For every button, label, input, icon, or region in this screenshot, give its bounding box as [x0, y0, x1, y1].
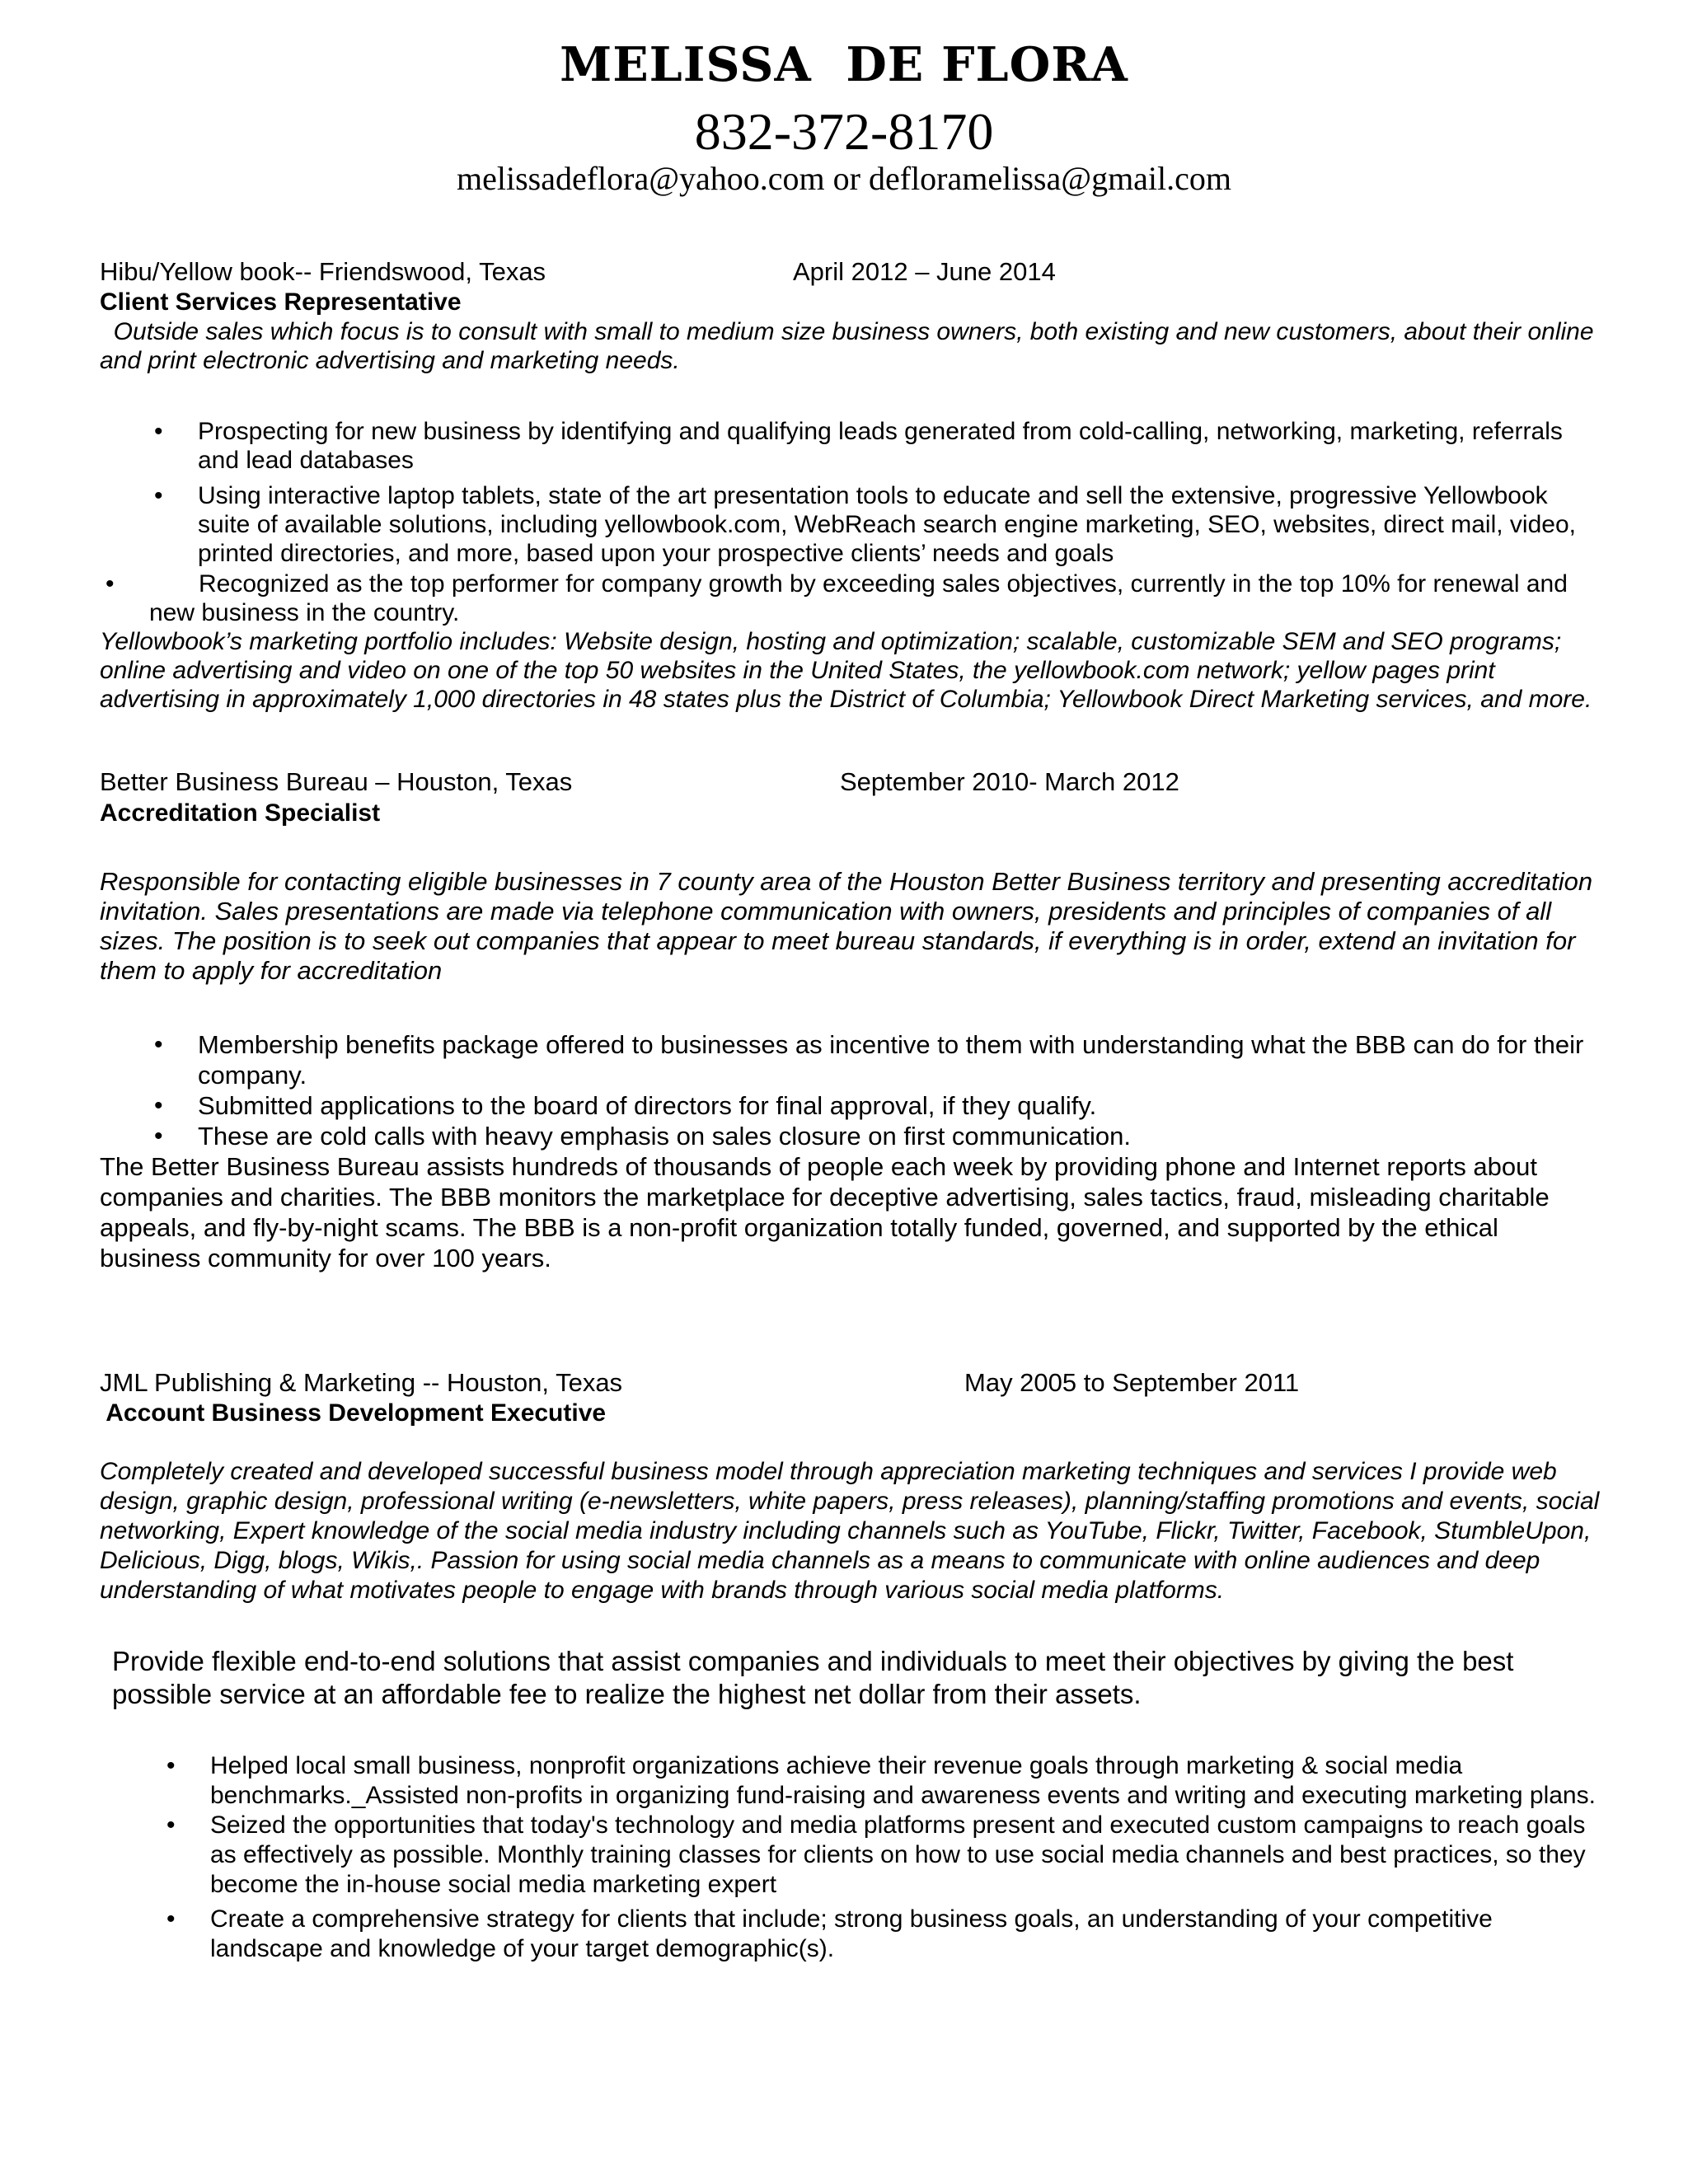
- job-1-title: Client Services Representative: [100, 288, 462, 316]
- job-2-about: The Better Business Bureau assists hundreds of thousands of people each week by providing phone and Internet reports about companies and charities. The BBB monitors the marketplace for deceptive advertising, sales tactics, fraud, misleading charitable appeals, and fly-by-night scams. The BBB is a non-profit organization totally funded, governed, and supported by the ethical business community for over 100 years.: [100, 1152, 1550, 1272]
- job-2-summary: Responsible for contacting eligible businesses in 7 county area of the Houston Better Business territory and presenting accreditation invitation. Sales presentations are made via telephone communication with owners, presidents and principles of companies of all sizes. The position is to seek out companies that appear to meet bureau standards, if everything is in order, extend an invitation for them to apply for accreditation: [100, 867, 1593, 985]
- job-1-company: Hibu/Yellow book-- Friendswood, Texas: [100, 257, 546, 286]
- list-item: • Using interactive laptop tablets, state of the art presentation tools to educate and sell the extensive, progressive Yellowbook suite of available solutions, including yellowbook.com, WebReach search engine marketing, SEO, websites, direct mail, video, printed directories, and more, based upon your prospective clients’ needs and goals: [154, 482, 1576, 567]
- job-3-bullets: [166, 1751, 1603, 1964]
- list-item: • Seized the opportunities that today's technology and media platforms present and executed custom campaigns to reach goals as effectively as possible. Monthly training classes for clients on how to use social media channels and best practices, so they become the in-house social media marketing expert: [166, 1811, 1586, 1898]
- email-addresses: melissadeflora@yahoo.com or defloramelissa@gmail.com: [456, 160, 1232, 197]
- job-3-provide-statement: Provide flexible end-to-end solutions that assist companies and individuals to meet their objectives by giving the best possible service at an affordable fee to realize the highest net dollar from their assets.: [112, 1646, 1514, 1709]
- job-3-company: JML Publishing & Marketing -- Houston, Texas: [100, 1368, 623, 1397]
- list-item: • Create a comprehensive strategy for clients that include; strong business goals, an understanding of your competitive landscape and knowledge of your target demographic(s).: [166, 1905, 1493, 1962]
- job-2-bullets: [154, 1029, 1599, 1151]
- job-2-title: Accreditation Specialist: [100, 799, 381, 827]
- job-1-summary: Outside sales which focus is to consult with small to medium size business owners, both existing and new customers, about their online and print electronic advertising and marketing needs.: [100, 318, 1601, 374]
- job-1-bullets: [154, 417, 1599, 568]
- job-1-extra-bullet: • Recognized as the top performer for company growth by exceeding sales objectives, currently in the top 10% for renewal and new business in the country.: [106, 570, 1568, 626]
- list-item: • Submitted applications to the board of directors for final approval, if they qualify.: [154, 1091, 1097, 1120]
- job-1-portfolio: Yellowbook’s marketing portfolio includes: Website design, hosting and optimization; scalable, customizable SEM and SEO programs; online advertising and video on one of the top 50 websites in the United States, the yellowbook.com network; yellow pages print advertising in approximately 1,000 directories in 48 states plus the District of Columbia; Yellowbook Direct Marketing services, and more.: [100, 628, 1592, 713]
- job-2-dates: September 2010- March 2012: [840, 767, 1179, 796]
- job-3-title: Account Business Development Executive: [100, 1399, 607, 1427]
- list-item: • Helped local small business, nonprofit organizations achieve their revenue goals through marketing & social media benchmarks._Assisted non-profits in organizing fund-raising and awareness events and writing and executing marketing plans.: [166, 1752, 1596, 1809]
- job-3-dates: May 2005 to September 2011: [964, 1368, 1300, 1397]
- job-3-summary: Completely created and developed successful business model through appreciation marketing techniques and services I provide web design, graphic design, professional writing (e-newsletters, white papers, press releases), planning/staffing promotions and events, social networking, Expert knowledge of the social media industry including channels such as YouTube, Flickr, Twitter, Facebook, StumbleUpon, Delicious, Digg, blogs, Wikis,. Passion for using social media channels as a means to communicate with online audiences and deep understanding of what motivates people to engage with brands through various social media platforms.: [100, 1458, 1600, 1604]
- phone-number: 832-372-8170: [694, 102, 994, 161]
- job-1-dates: April 2012 – June 2014: [793, 257, 1056, 286]
- job-2-company: Better Business Bureau – Houston, Texas: [100, 767, 573, 796]
- list-item: • Membership benefits package offered to businesses as incentive to them with understanding what the BBB can do for their company.: [154, 1030, 1584, 1090]
- applicant-name: MELISSA DE FLORA: [560, 37, 1128, 92]
- list-item: • Prospecting for new business by identifying and qualifying leads generated from cold-calling, networking, marketing, referrals and lead databases: [154, 418, 1563, 474]
- list-item: • These are cold calls with heavy emphasis on sales closure on first communication.: [154, 1122, 1132, 1151]
